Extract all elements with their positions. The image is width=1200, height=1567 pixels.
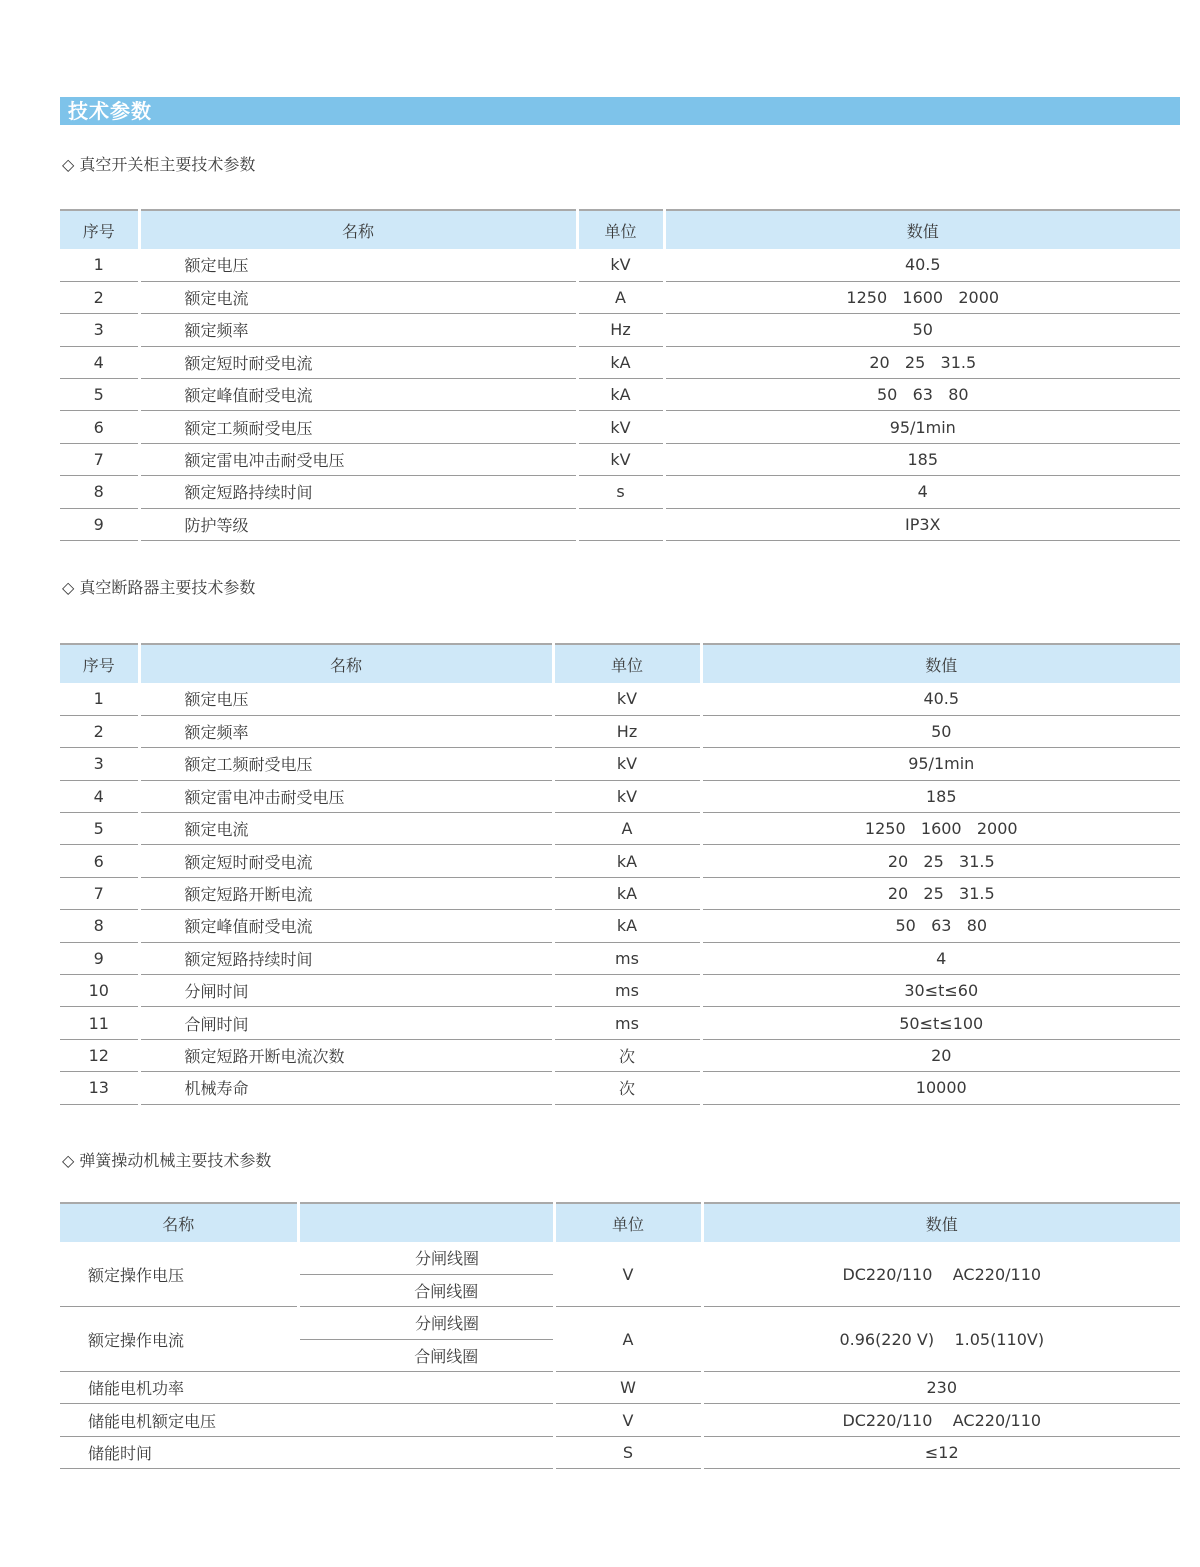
row-index: 2 [60,715,139,747]
table-row [60,910,1180,942]
row-index: 4 [60,780,139,812]
row-name: 额定频率 [139,715,553,747]
row-value: 1250 1600 2000 [664,281,1180,313]
table-row [60,443,1180,475]
row-index: 6 [60,411,139,443]
table-row [60,845,1180,877]
row-value: 50 63 80 [664,379,1180,411]
row-index: 7 [60,877,139,909]
row-index: 3 [60,314,139,346]
table-row [60,1072,1180,1104]
row-unit [577,508,664,540]
table-header-row [60,210,1180,249]
row-name: 额定峰值耐受电流 [139,910,553,942]
row-unit: 次 [553,1072,701,1104]
row-name: 储能时间 [60,1436,554,1468]
table-row [60,942,1180,974]
row-unit: Hz [553,715,701,747]
row-value: 50 63 80 [701,910,1180,942]
row-unit: kV [577,411,664,443]
table-row [60,1007,1180,1039]
header-unit: 单位 [553,644,701,683]
row-unit: Hz [577,314,664,346]
row-unit: A [553,813,701,845]
row-unit: ms [553,1007,701,1039]
row-index: 11 [60,1007,139,1039]
row-value: ≤12 [702,1436,1180,1468]
row-index: 1 [60,249,139,281]
row-subname: 合闸线圈 [298,1274,554,1306]
row-index: 13 [60,1072,139,1104]
table-row [60,1436,1180,1468]
row-name: 额定操作电流 [60,1307,298,1372]
row-unit: kA [553,845,701,877]
row-index: 9 [60,508,139,540]
row-index: 8 [60,476,139,508]
row-unit: A [554,1307,702,1372]
row-name: 分闸时间 [139,975,553,1007]
row-value: 50 [664,314,1180,346]
row-name: 额定电流 [139,281,577,313]
row-unit: kV [577,249,664,281]
title-bar [60,97,1180,125]
row-value: 40.5 [701,683,1180,715]
switchgear-table-body [60,249,1180,541]
row-name: 额定工频耐受电压 [139,411,577,443]
row-value: DC220/110 AC220/110 [702,1404,1180,1436]
row-unit: kV [577,443,664,475]
row-index: 8 [60,910,139,942]
row-value: 20 25 31.5 [664,346,1180,378]
row-value: 20 [701,1039,1180,1071]
table-row [60,975,1180,1007]
table-row [60,281,1180,313]
row-unit: kV [553,683,701,715]
row-value: 230 [702,1372,1180,1404]
row-value: 1250 1600 2000 [701,813,1180,845]
row-unit: s [577,476,664,508]
row-unit: kA [577,379,664,411]
switchgear-table [60,209,1180,541]
row-value: 95/1min [701,748,1180,780]
table-row [60,683,1180,715]
row-index: 1 [60,683,139,715]
header-index: 序号 [60,644,139,683]
row-name: 额定短时耐受电流 [139,346,577,378]
mechanism-table-body [60,1242,1180,1469]
row-unit: 次 [553,1039,701,1071]
switchgear-heading: ◇ 真空开关柜主要技术参数 [62,155,256,174]
header-unit: 单位 [577,210,664,249]
row-value: 185 [701,780,1180,812]
row-name: 额定短时耐受电流 [139,845,553,877]
row-unit: kA [577,346,664,378]
row-subname: 分闸线圈 [298,1307,554,1339]
row-unit: kV [553,780,701,812]
table-row [60,813,1180,845]
row-name: 储能电机额定电压 [60,1404,554,1436]
table-row [60,411,1180,443]
row-value: 50≤t≤100 [701,1007,1180,1039]
row-index: 9 [60,942,139,974]
table-row [60,780,1180,812]
row-name: 合闸时间 [139,1007,553,1039]
row-index: 10 [60,975,139,1007]
header-value: 数值 [701,644,1180,683]
row-unit: ms [553,942,701,974]
row-value: DC220/110 AC220/110 [702,1242,1180,1307]
row-subname: 分闸线圈 [298,1242,554,1274]
row-name: 额定操作电压 [60,1242,298,1307]
row-index: 6 [60,845,139,877]
header-name: 名称 [139,210,577,249]
row-name: 额定频率 [139,314,577,346]
header-name: 名称 [139,644,553,683]
header-subname [298,1203,554,1242]
row-unit: kA [553,910,701,942]
mechanism-table [60,1202,1180,1469]
row-value: 4 [664,476,1180,508]
table-row [60,1372,1180,1404]
table-row [60,1307,1180,1339]
row-value: 95/1min [664,411,1180,443]
row-name: 储能电机功率 [60,1372,554,1404]
row-name: 额定电流 [139,813,553,845]
table-row [60,1242,1180,1274]
row-unit: S [554,1436,702,1468]
header-value: 数值 [664,210,1180,249]
row-name: 额定短路持续时间 [139,476,577,508]
row-unit: ms [553,975,701,1007]
breaker-table [60,643,1180,1105]
row-index: 4 [60,346,139,378]
table-row [60,877,1180,909]
row-value: 30≤t≤60 [701,975,1180,1007]
table-row [60,379,1180,411]
row-name: 额定电压 [139,249,577,281]
table-row [60,476,1180,508]
row-unit: V [554,1242,702,1307]
row-name: 额定雷电冲击耐受电压 [139,443,577,475]
row-value: 40.5 [664,249,1180,281]
row-name: 机械寿命 [139,1072,553,1104]
row-unit: kV [553,748,701,780]
row-unit: kA [553,877,701,909]
table-row [60,748,1180,780]
row-index: 5 [60,813,139,845]
table-row [60,314,1180,346]
row-name: 额定雷电冲击耐受电压 [139,780,553,812]
header-unit: 单位 [554,1203,702,1242]
table-row [60,1404,1180,1436]
row-value: IP3X [664,508,1180,540]
row-index: 7 [60,443,139,475]
table-row [60,508,1180,540]
row-subname: 合闸线圈 [298,1339,554,1371]
row-name: 额定工频耐受电压 [139,748,553,780]
row-value: 0.96(220 V) 1.05(110V) [702,1307,1180,1372]
mechanism-heading: ◇ 弹簧操动机械主要技术参数 [62,1151,272,1170]
header-name: 名称 [60,1203,298,1242]
row-name: 额定电压 [139,683,553,715]
row-name: 额定短路持续时间 [139,942,553,974]
row-name: 额定峰值耐受电流 [139,379,577,411]
row-value: 185 [664,443,1180,475]
row-value: 20 25 31.5 [701,845,1180,877]
row-index: 2 [60,281,139,313]
row-unit: W [554,1372,702,1404]
row-index: 12 [60,1039,139,1071]
row-value: 50 [701,715,1180,747]
row-unit: A [577,281,664,313]
table-header-row [60,644,1180,683]
table-row [60,1039,1180,1071]
table-row [60,715,1180,747]
row-name: 防护等级 [139,508,577,540]
table-header-row [60,1203,1180,1242]
table-row [60,346,1180,378]
header-index: 序号 [60,210,139,249]
row-name: 额定短路开断电流次数 [139,1039,553,1071]
row-unit: V [554,1404,702,1436]
table-row [60,249,1180,281]
page-title: 技术参数 [68,99,152,123]
row-value: 10000 [701,1072,1180,1104]
breaker-heading: ◇ 真空断路器主要技术参数 [62,578,256,597]
row-value: 4 [701,942,1180,974]
breaker-table-body [60,683,1180,1104]
row-value: 20 25 31.5 [701,877,1180,909]
row-index: 5 [60,379,139,411]
row-index: 3 [60,748,139,780]
row-name: 额定短路开断电流 [139,877,553,909]
header-value: 数值 [702,1203,1180,1242]
